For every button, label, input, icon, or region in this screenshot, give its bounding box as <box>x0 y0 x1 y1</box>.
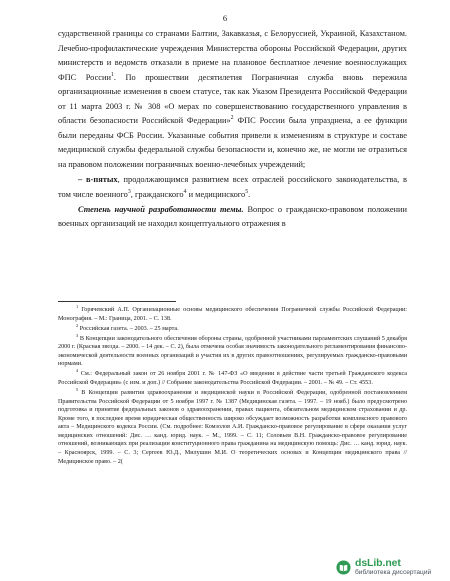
watermark-subtitle: библиотека диссертаций <box>355 568 432 576</box>
footnote-ref-3: 3 <box>127 188 131 195</box>
footnotes <box>58 303 407 466</box>
watermark[interactable] <box>332 553 450 581</box>
book-icon <box>336 560 351 575</box>
footnote-1: $^1$ Горячевский А.П. Организационные основы медицинского обеспечения Пограничной службы Российской Федерации: Монография. – М.: Граница, 2001. – С. 138. <box>58 303 407 322</box>
footnote-ref-1: 1 <box>110 71 114 78</box>
paragraph-3: Степень научной разработанности темы. Вопрос о гражданско-правовом положении военных организаций не находил концептуального отражения в <box>58 204 407 229</box>
footnote-ref-5: 5 <box>245 188 249 195</box>
paragraph-1: сударственной границы со странами Балтии, Закавказья, с Белоруссией, Украиной, Казахстаном. Лечебно-профилактические учреждения Министерства обороны Российской Федерации, других министерств и ведомств отказали в приеме на плановое бесплатное лечение военнослужащих ФПС России$^1$. По прошествии десятилетия Пограничная служба вновь пережила организационные изменения в своем статусе, так как Указом Президента Российской Федерации от 11 марта 2003 г. № 308 «О мерах по совершенствованию государственного управления в области безопасности Российской Федерации»$^2$ ФПС России была упразднена, а ее функции были переданы ФСБ России. Указанные события привели к изменениям в структуре и составе медицинской службы федеральной службы безопасности и, конечно же, не могли не отразиться на правовом положении пограничных военно-лечебных учреждений; <box>58 29 408 169</box>
main-text <box>58 27 407 232</box>
section-heading: Степень научной разработанности темы. <box>78 204 244 214</box>
footnote-2: $^2$ Российская газета. – 2003. – 25 марта. <box>76 322 179 332</box>
paragraph-2: – в-пятых, продолжающимся развитием всех отраслей российского законодательства, в том числе военного$^3$, гражданского$^4$ и медицинского$^5$. <box>58 174 407 199</box>
footnote-3: $^3$ В Концепции законодательного обеспечения обороны страны, одобренной участниками парламентских слушаний 5 декабря 2000 г. (Красная звезда. – 2000. – 14 дек. – С. 2), была отмечена особая значимость законодательного регламентирования финансово-экономической деятельности военных организаций и участия их в других правоотношениях, регулируемых гражданско-правовыми нормами. <box>58 332 407 368</box>
footnote-4: $^4$ См.: Федеральный закон от 26 ноября 2001 г. № 147-ФЗ «О введении в действие части третьей Гражданского кодекса Российской Федерации» (с изм. и доп.) // Собрание законодательства Российской Федерации. – 2001. – № 49. – Ст. 4553. <box>58 368 407 386</box>
page-number: 6 <box>222 13 228 23</box>
footnote-5: $^5$ В Концепции развития здравоохранения и медицинской науки в Российской Федерации, одобренной постановлением Правительства Российской Федерации от 5 ноября 1997 г. № 1387 (Медицинская газета. – 1997. – 19 нояб.) было предусмотрено подготовка и принятие федеральных законов о здравоохранении, правах пациента, обязательном медицинском страховании и др. Кроме того, в последнее время юридическая общественность широко обсуждает возможность разработки комплексного правового акта – Медицинского кодекса России. (См. подробнее: Комзолов А.И. Гражданско-правовое регулирование в сфере оказания услуг медицинских отношений: Дис. … канд. юрид. наук. – М., 1999. – С. 11; Соловьев В.Н. Гражданско-правовое регулирование отношений, возникающих при реализации конституционного права гражданина на медицинскую помощь: Дис. … канд. юрид. наук. – Красноярск, 1999. – С. 3; Сергеев Ю.Д., Милушин М.И. О теоретических основах и Концепции медицинского права // Медицинское право. – 2( <box>58 386 407 465</box>
paragraph-2-lead: – в-пятых <box>78 174 118 184</box>
footnote-ref-4: 4 <box>183 188 187 195</box>
footnote-divider <box>58 301 176 302</box>
watermark-site: dsLib.net <box>355 556 401 569</box>
footnote-ref-2: 2 <box>230 115 234 122</box>
